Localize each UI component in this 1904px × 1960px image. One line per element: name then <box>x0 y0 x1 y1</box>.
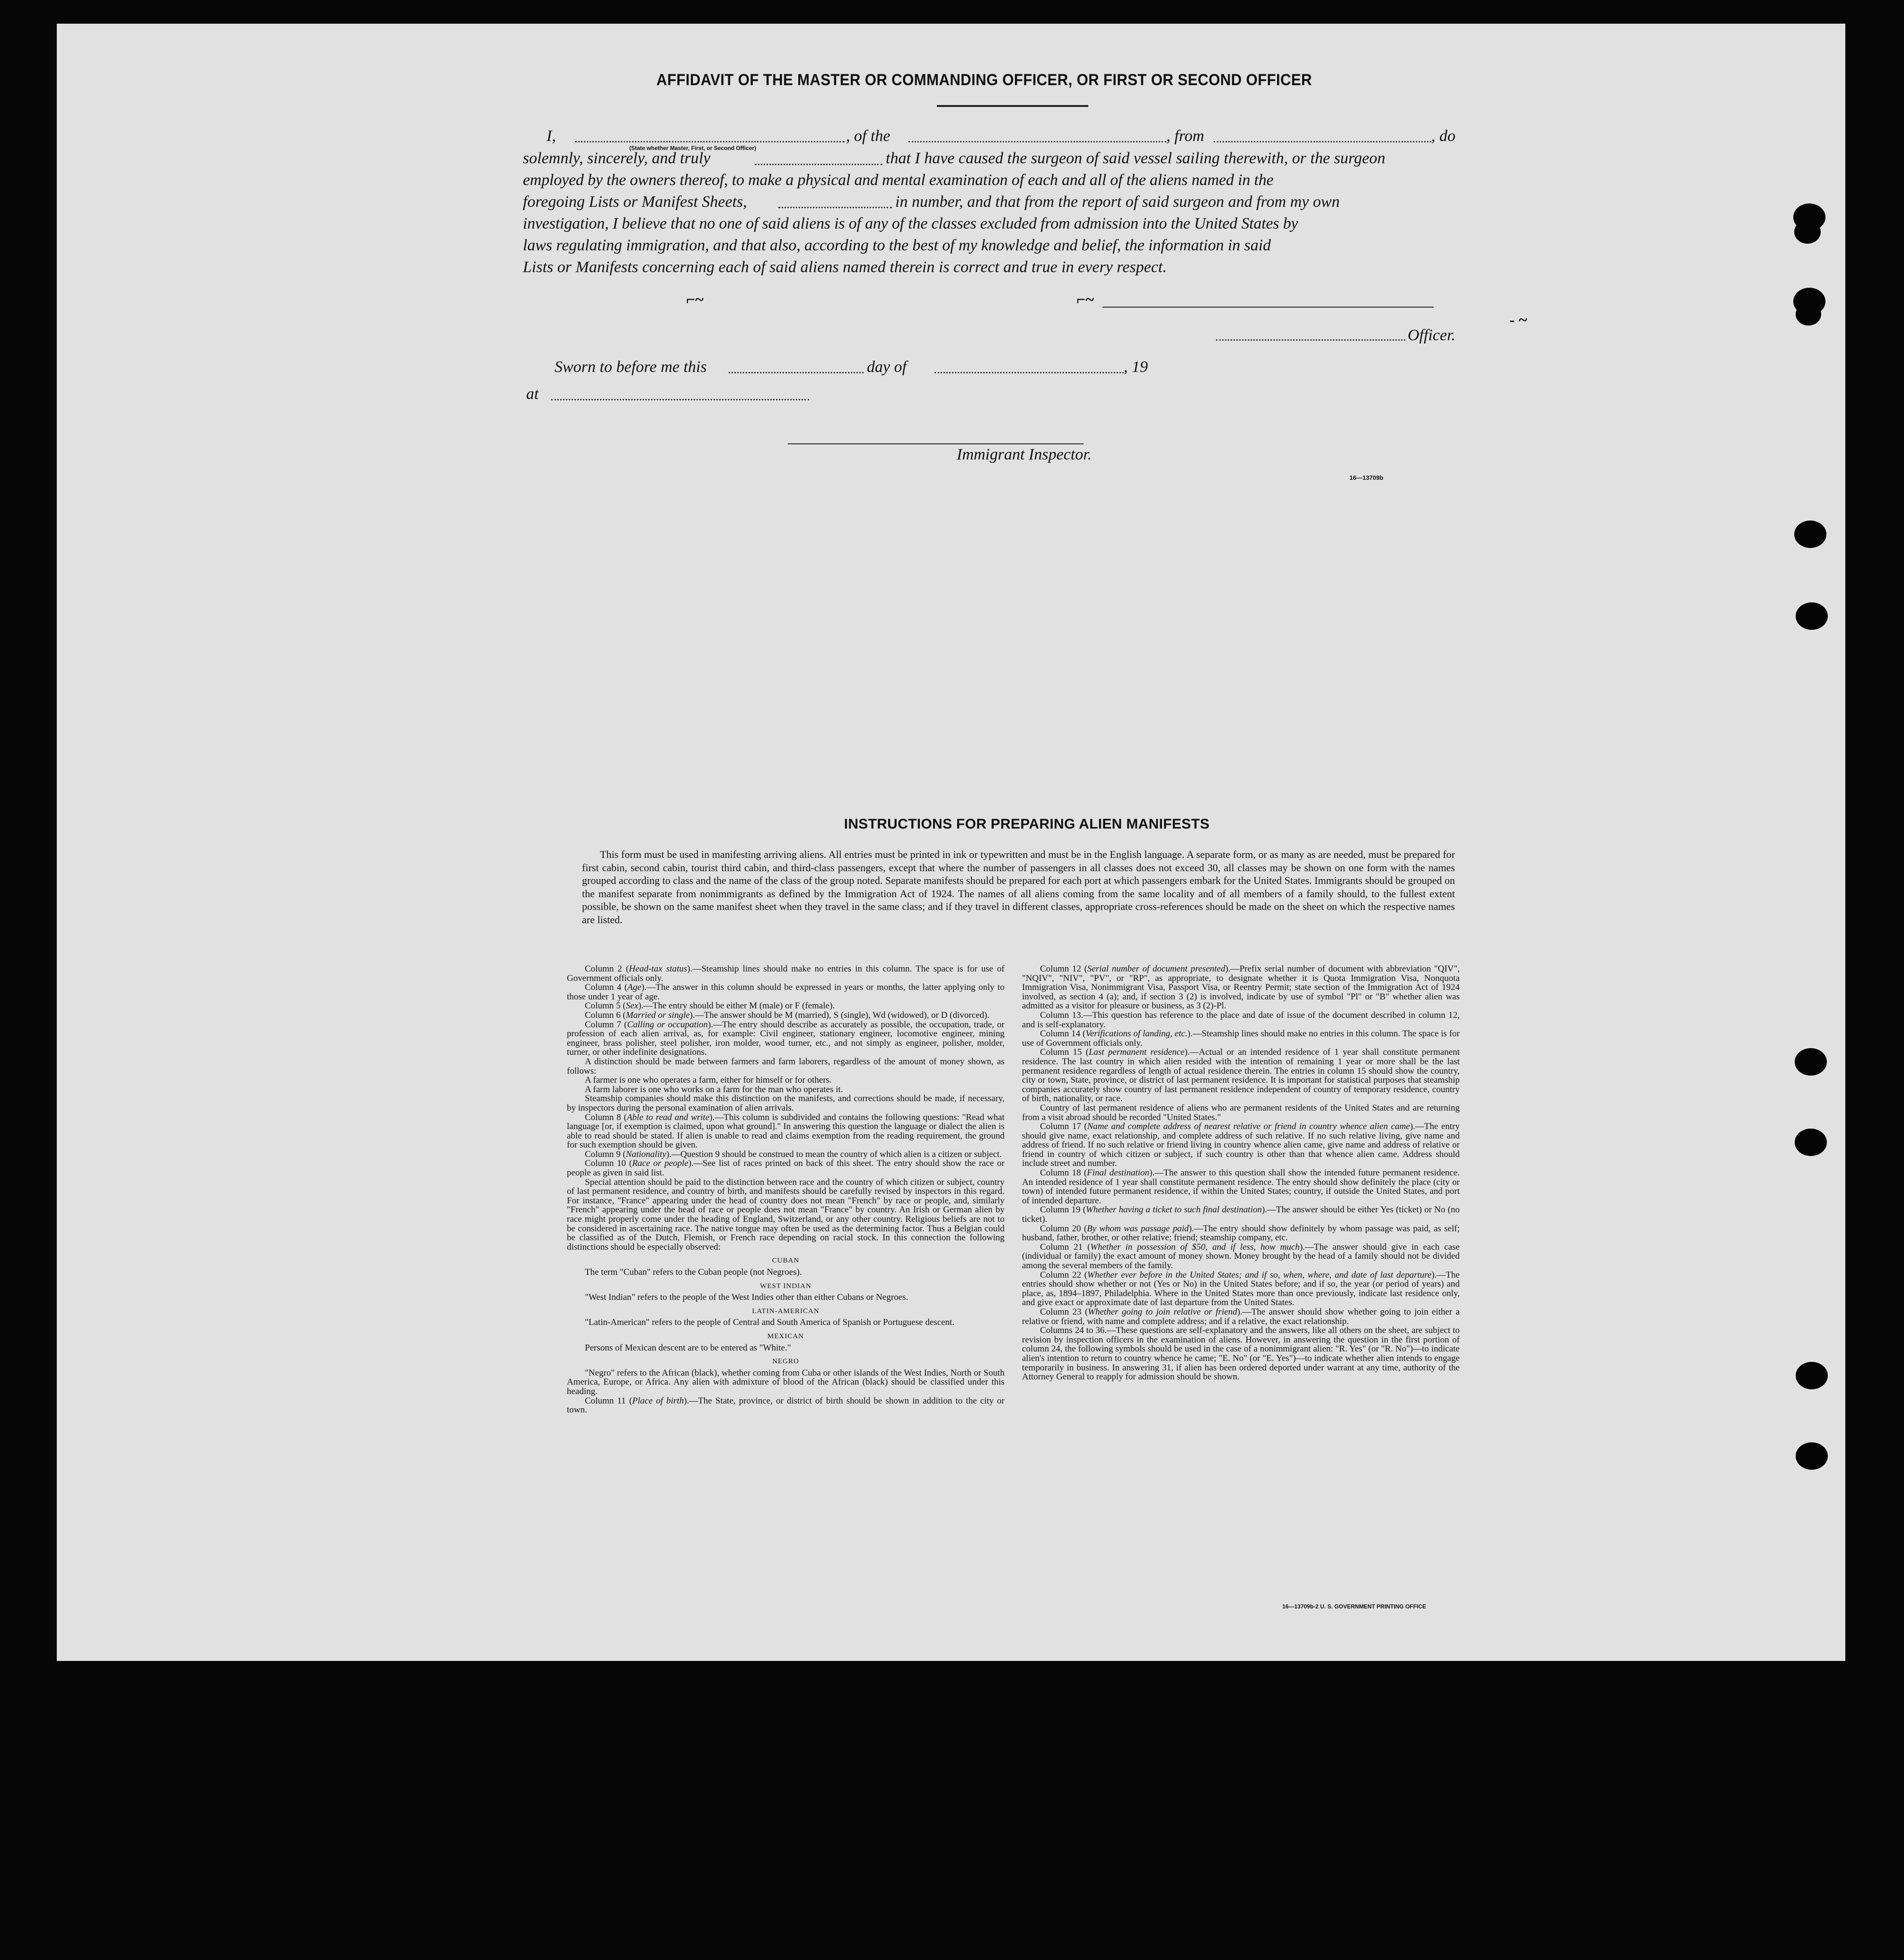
officer-blank <box>1216 339 1405 341</box>
sworn-day-blank <box>729 372 864 373</box>
affidavit-line6: Lists or Manifests concerning each of said aliens named therein is correct and true in every respect. <box>523 258 1167 276</box>
at-label: at <box>526 385 539 403</box>
affidavit-of-the: , of the <box>846 127 890 145</box>
punch-hole <box>1795 1048 1827 1076</box>
port-blank <box>1214 141 1431 142</box>
affidavit-line1: that I have caused the surgeon of said vessel sailing therewith, or the surgeon <box>886 150 1385 167</box>
punch-hole <box>1796 1442 1828 1470</box>
officer-rank-caption: (State whether Master, First, or Second Officer) <box>629 145 757 151</box>
affidavit-from: , from <box>1166 127 1204 145</box>
instructions-right-column: Column 12 (Serial number of document presented).—Prefix serial number of document with abbreviation "QIV", "NQIV", "NIV", "PV", or "RP", as appropriate, to designate whether it is Quota Immigration Visa, Nonquota Immigration Visa, Nonimmigrant Visa, Passport Visa, or Reentry Permit; state section of the Immigration Act of 1924 involved, as section 4 (a); and, if section 3 (2) is involved, indicate by use of symbol "Pl" or "B" whether alien was admitted as a visitor for pleasure or business, as 3 (2)-Pl. Column 13.—This question has reference to the place and date of issue of the document described in column 12, and is self-explanatory. Column 14 (Verifications of landing, etc.).—Steamship lines should make no entries in this column. The space is for use of Government officials only. Column 15 (Last permanent residence).—Actual or an intended residence of 1 year shall constitute permanent residence. The last country in which alien resided with the intention of remaining 1 year or more shall be the last permanent residence regardless of length of actual residence therein. The entries in column 15 should show the country, city or town, State, province, or district of last permanent residence. It is important for statistical purposes that steamship companies accurately show country of last permanent residence independent of country of temporary residence, country of birth, nationality, or race. Country of last permanent residence of aliens who are permanent residents of the United States and are returning from a visit abroad should be recorded "United States." Column 17 (Name and complete address of nearest relative or friend in country whence alien came).—The entry should give name, exact relationship, and complete address of such relative. If no such relative living, give name and address of friend. If no such relative or friend living in country whence alien came, give name and address of relative or friend in country of which citizen or subject, if such country is other than that whence alien came. Address should include street and number. Column 18 (Final destination).—The answer to this question shall show the intended future permanent residence. An intended residence of 1 year shall constitute permanent residence. The entry should show definitely the place (city or town) of intended future permanent residence, if within the United States; country, if outside the United States, and port of intended departure. Column 19 (Whether having a ticket to such final destination).—The answer should be either Yes (ticket) or No (no ticket). Column 20 (By whom was passage paid).—The entry should show definitely by whom passage was paid, as self; husband, father, brother, or other relative; friend; steamship company, etc. Column 21 (Whether in possession of $50, and if less, how much).—The answer should give in each case (individual or family) the exact amount of money shown. Money brought by the head of a family should not be divided among the several members of the family. Column 22 (Whether ever before in the United States; and if so, when, where, and date of last departure).—The entries should show whether or not (Yes or No) in the United States before; and if so, the year (or period of years) and place, as, 1894–1897, Philadelphia. Where in the United States more than once previously, indicate last residence only, and give exact or approximate date of last departure from the United States. Column 23 (Whether going to join relative or friend).—The answer should show whether going to join either a relative or friend, with name and complete address; and if a relative, the exact relationship. Columns 24 to 36.—These questions are self-explanatory and the answers, like all others on the sheet, are subject to revision by inspection officers in the examination of aliens. However, in answering the question in the first portion of column 24, the following symbols should be used in the case of a nonimmigrant alien: "R. Yes" (or "R. No")—to indicate alien's intention to return to country whence he came; "E. No" (or "E. Yes")—to indicate whether alien intends to engage temporarily in business. In answering 31, if alien has been ordered deported under warrant at any time, authority of the Attorney General to reapply for admission should be shown. <box>1022 964 1460 1382</box>
inspector-label: Immigrant Inspector. <box>957 446 1092 463</box>
intro-text: This form must be used in manifesting arriving aliens. All entries must be printed in ink or typewritten and must be in the English language. A separate form, or as many as are needed, must be prepared for first cabin, second cabin, tourist third cabin, and third-class passengers, except that where the number of passengers in all classes does not exceed 30, all classes may be shown on one form with the names grouped according to class and the name of the class of the group noted. Separate manifests should be prepared for each port at which passengers embark for the United States. Immigrants should be grouped on the manifest separate from nonimmigrants as defined by the Immigration Act of 1924. The names of all aliens coming from the same locality and of all members of a family should, to the fullest extent possible, be shown on the same manifest sheet when they travel in the same class; and if they travel in different classes, appropriate cross-references should be made on the sheet on which the respective names are listed. <box>582 848 1455 926</box>
place-blank <box>551 399 809 400</box>
affidavit-line2: employed by the owners thereof, to make a physical and mental examination of each and all of the aliens named in the <box>523 171 1274 189</box>
affidavit-line3b: in number, and that from the report of said surgeon and from my own <box>895 193 1340 211</box>
instructions-left-column: Column 2 (Head-tax status).—Steamship lines should make no entries in this column. The space is for use of Government officials only. Column 4 (Age).—The answer in this column should be expressed in years or months, the latter applying only to those under 1 year of age. Column 5 (Sex).—The entry should be either M (male) or F (female). Column 6 (Married or single).—The answer should be M (married), S (single), Wd (widowed), or D (divorced). Column 7 (Calling or occupation).—The entry should describe as accurately as possible, the occupation, trade, or profession of each alien arrival, as, for example: Civil engineer, stationary engineer, locomotive engineer, mining engineer, brass polisher, steel polisher, iron molder, wood turner, etc., and not simply as engineer, polisher, molder, turner, or other indefinite designations. A distinction should be made between farmers and farm laborers, regardless of the amount of money shown, as follows: A farmer is one who operates a farm, either for himself or for others. A farm laborer is one who works on a farm for the man who operates it. Steamship companies should make this distinction on the manifests, and corrections should be made, if necessary, by inspectors during the personal examination of alien arrivals. Column 8 (Able to read and write).—This column is subdivided and contains the following questions: "Read what language [or, if exemption is claimed, upon what ground]." In answering this question the language or dialect the alien is able to read should be stated. If alien is unable to read and claims exemption from the reading requirement, the ground for such exemption should be given. Column 9 (Nationality).—Question 9 should be construed to mean the country of which alien is a citizen or subject. Column 10 (Race or people).—See list of races printed on back of this sheet. The entry should show the race or people as given in said list. Special attention should be paid to the distinction between race and the country of which citizen or subject, country of last permanent residence, and country of birth, and manifests should be carefully revised by inspectors in this regard. For instance, "France" appearing under the head of country does not mean "French" by race or people, and, similarly "French" appearing under the head of race or people does not mean "France" by country. An Irish or German alien by race might properly come under the heading of England, Switzerland, or any other country. Religious beliefs are not to be considered in ascertaining race. The native tongue may often be used as the determining factor. Thus a Belgian could be classified as of the Dutch, Flemish, or French race depending on racial stock. In this connection the following distinctions should be especially observed: CUBAN The term "Cuban" refers to the Cuban people (not Negroes). WEST INDIAN "West Indian" refers to the people of the West Indies other than either Cubans or Negroes. LATIN-AMERICAN "Latin-American" refers to the people of Central and South America of Spanish or Portuguese descent. MEXICAN Persons of Mexican descent are to be entered as "White." NEGRO "Negro" refers to the African (black), whether coming from Cuba or other islands of the West Indies, North or South America, Europe, or Africa. Any alien with admixture of blood of the African (black) should be classified under this heading. Column 11 (Place of birth).—The State, province, or district of birth should be shown in addition to the city or town. <box>567 964 1005 1415</box>
vessel-name-blank <box>908 141 1166 142</box>
printing-office-line: 16—13709b-2 U. S. GOVERNMENT PRINTING OFFICE <box>1282 1603 1427 1610</box>
punch-hole <box>1796 602 1828 630</box>
punch-hole <box>1794 220 1821 244</box>
instructions-title: INSTRUCTIONS FOR PREPARING ALIEN MANIFESTS <box>844 816 1210 832</box>
count-blank <box>778 207 892 208</box>
form-number: 16—13709b <box>1349 474 1384 481</box>
officer-rank-blank <box>575 141 845 142</box>
sworn-label: Sworn to before me this <box>555 358 707 376</box>
manifest-sheet: AFFIDAVIT OF THE MASTER OR COMMANDING OFFICER, OR FIRST OR SECOND OFFICER I, (State whether Master, First, or Second Officer) , of the , from , do solemnly, sincerely, and truly that I have caused the surgeon of said vessel sailing therewith, or the surgeon employed by the owners thereof, to make a physical and mental examination of each and all of the aliens named in the foregoing Lists or Manifest Sheets, in number, and that from the report of said surgeon and from my own investigation, I believe that no one of said aliens is of any of the classes excluded from admission into the United States by laws regulating immigration, and that also, according to the best of my knowledge and belief, the information in said Lists or Manifests concerning each of said aliens named therein is correct and true in every respect. ⌐~ ⌐~ Officer. ‐ ~ Sworn to before me this day of , 19 at Immigrant Inspector. 16—13709b INSTRUCTIONS FOR PREPARING ALIEN MANIFESTS This form must be used in manifesting arriving aliens. All entries must be printed in ink or typewritten and must be in the English language. A separate form, or as many as are needed, must be prepared for first cabin, second cabin, tourist third cabin, and third-class passengers, except that where the number of passengers in all classes does not exceed 30, all classes may be shown on one form with the names grouped according to class and the name of the class of the group noted. Separate manifests should be prepared for each port at which passengers embark for the United States. Immigrants should be grouped on the manifest separate from nonimmigrants as defined by the Immigration Act of 1924. The names of all aliens coming from the same locality and of all members of a family should, to the fullest extent possible, be shown on the same manifest sheet when they travel in the same class; and if they travel in different classes, appropriate cross-references should be made on the sheet on which the respective names are listed. Column 2 (Head-tax status).—Steamship lines should make no entries in this column. The space is for use of Government officials only. Column 4 (Age).—The answer in this column should be expressed in years or months, the latter applying only to those under 1 year of age. Column 5 (Sex).—The entry should be either M (male) or F (female). Column 6 (Married or single).—The answer should be M (married), S (single), Wd (widowed), or D (divorced). Column 7 (Calling or occupation).—The entry should describe as accurately as possible, the occupation, trade, or profession of each alien arrival, as, for example: Civil engineer, stationary engineer, locomotive engineer, mining engineer, brass polisher, steel polisher, iron molder, wood turner, etc., and not simply as engineer, polisher, molder, turner, or other indefinite designations. A distinction should be made between farmers and farm laborers, regardless of the amount of money shown, as follows: A farmer is one who operates a farm, either for himself or for others. A farm laborer is one who works on a farm for the man who operates it. Steamship companies should make this distinction on the manifests, and corrections should be made, if necessary, by inspectors during the personal examination of alien arrivals. Column 8 (Able to read and write).—This column is subdivided and contains the following questions: "Read what language [or, if exemption is claimed, upon what ground]." In answering this question the language or dialect the alien is able to read should be stated. If alien is unable to read and claims exemption from the reading requirement, the ground for such exemption should be given. Column 9 (Nationality).—Question 9 should be construed to mean the country of which alien is a citizen or subject. Column 10 (Race or people).—See list of races printed on back of this sheet. The entry should show the race or people as given in said list. Special attention should be paid to the distinction between race and the country of which citizen or subject, country of last permanent residence, and country of birth, and manifests should be carefully revised by inspectors in this regard. For instance, "France" appearing under the head of country does not mean "French" by race or people, and, similarly "French" appearing under the head of race or people does not mean "France" by country. An Irish or German alien by race might properly come under the heading of England, Switzerland, or any other country. Religious beliefs are not to be considered in ascertaining race. The native tongue may often be used as the determining factor. Thus a Belgian could be classified as of the Dutch, Flemish, or French race depending on racial stock. In this connection the following distinctions should be especially observed: CUBAN The term "Cuban" refers to the Cuban people (not Negroes). WEST INDIAN "West Indian" refers to the people of the West Indies other than either Cubans or Negroes. LATIN-AMERICAN "Latin-American" refers to the people of Central and South America of Spanish or Portuguese descent. MEXICAN Persons of Mexican descent are to be entered as "White." NEGRO "Negro" refers to the African (black), whether coming from Cuba or other islands of the West Indies, North or South America, Europe, or Africa. Any alien with admixture of blood of the African (black) should be classified under this heading. Column 11 (Place of birth).—The State, province, or district of birth should be shown in addition to the city or town. Column 12 (Serial number of document presented).—Prefix serial number of document with abbreviation "QIV", "NQIV", "NIV", "PV", or "RP", as appropriate, to designate whether it is Quota Immigration Visa, Nonquota Immigration Visa, Nonimmigrant Visa, Passport Visa, or Reentry Permit; state section of the Immigration Act of 1924 involved, as section 4 (a); and, if section 3 (2) is involved, indicate by use of symbol "Pl" or "B" whether alien was admitted as a visitor for pleasure or business, as 3 (2)-Pl. Column 13.—This question has reference to the place and date of issue of the document described in column 12, and is self-explanatory. Column 14 (Verifications of landing, etc.).—Steamship lines should make no entries in this column. The space is for use of Government officials only. Column 15 (Last permanent residence).—Actual or an intended residence of 1 year shall constitute permanent residence. The last country in which alien resided with the intention of remaining 1 year or more shall be the last permanent residence regardless of length of actual residence therein. The entries in column 15 should show the country, city or town, State, province, or district of last permanent residence. It is important for statistical purposes that steamship companies accurately show country of last permanent residence independent of country of temporary residence, country of birth, nationality, or race. Country of last permanent residence of aliens who are permanent residents of the United States and are returning from a visit abroad should be recorded "United States." Column 17 (Name and complete address of nearest relative or friend in country whence alien came).—The entry should give name, exact relationship, and complete address of such relative. If no such relative living, give name and address of friend. If no such relative or friend living in country whence alien came, give name and address of relative or friend in country of which citizen or subject, if such country is other than that whence alien came. Address should include street and number. Column 18 (Final destination).—The answer to this question shall show the intended future permanent residence. An intended residence of 1 year shall constitute permanent residence. The entry should show definitely the place (city or town) of intended future permanent residence, if within the United States; country, if outside the United States, and port of intended departure. Column 19 (Whether having a ticket to such final destination).—The answer should be either Yes (ticket) or No (no ticket). Column 20 (By whom was passage paid).—The entry should show definitely by whom passage was paid, as self; husband, father, brother, or other relative; friend; steamship company, etc. Column 21 (Whether in possession of $50, and if less, how much).—The answer should give in each case (individual or family) the exact amount of money shown. Money brought by the head of a family should not be divided among the several members of the family. Column 22 (Whether ever before in the United States; and if so, when, where, and date of last departure).—The entries should show whether or not (Yes or No) in the United States before; and if so, the year (or period of years) and place, as, 1894–1897, Philadelphia. Where in the United States more than once previously, indicate last residence only, and give exact or approximate date of last departure from the United States. Column 23 (Whether going to join relative or friend).—The answer should show whether going to join either a relative or friend, with name and complete address; and if a relative, the exact relationship. Columns 24 to 36.—These questions are self-explanatory and the answers, like all others on the sheet, are subject to revision by inspection officers in the examination of aliens. However, in answering the question in the first portion of column 24, the following symbols should be used in the case of a nonimmigrant alien: "R. Yes" (or "R. No")—to indicate alien's intention to return to country whence he came; "E. No" (or "E. Yes")—to indicate whether alien intends to engage temporarily in business. In answering 31, if alien has been ordered deported under warrant at any time, authority of the Attorney General to reapply for admission should be shown. 16—13709b-2 U. S. GOVERNMENT PRINTING OFFICE <box>57 24 1845 1661</box>
affidavit-i: I, <box>547 127 556 145</box>
officer-label: Officer. <box>1408 327 1456 344</box>
affidavit-line3a: foregoing Lists or Manifest Sheets, <box>523 193 747 211</box>
punch-hole <box>1795 1129 1827 1156</box>
month-blank <box>934 372 1124 373</box>
affidavit-do: , do <box>1431 127 1455 145</box>
affidavit-solemnly: solemnly, sincerely, and truly <box>523 150 711 167</box>
affidavit-title: AFFIDAVIT OF THE MASTER OR COMMANDING OFFICER, OR FIRST OR SECOND OFFICER <box>656 71 1312 89</box>
oath-blank <box>755 164 882 165</box>
instructions-intro <box>582 848 1455 926</box>
year-label: , 19 <box>1124 358 1148 376</box>
title-rule <box>937 105 1088 107</box>
signature-line <box>1102 307 1434 308</box>
punch-hole <box>1796 1362 1828 1389</box>
affidavit-line4: investigation, I believe that no one of said aliens is of any of the classes excluded from admission into the United States by <box>523 215 1298 232</box>
punch-hole <box>1796 303 1821 326</box>
punch-hole <box>1794 521 1826 548</box>
day-of-label: day of <box>867 358 907 376</box>
affidavit-line5: laws regulating immigration, and that also, according to the best of my knowledge and belief, the information in said <box>523 237 1271 254</box>
